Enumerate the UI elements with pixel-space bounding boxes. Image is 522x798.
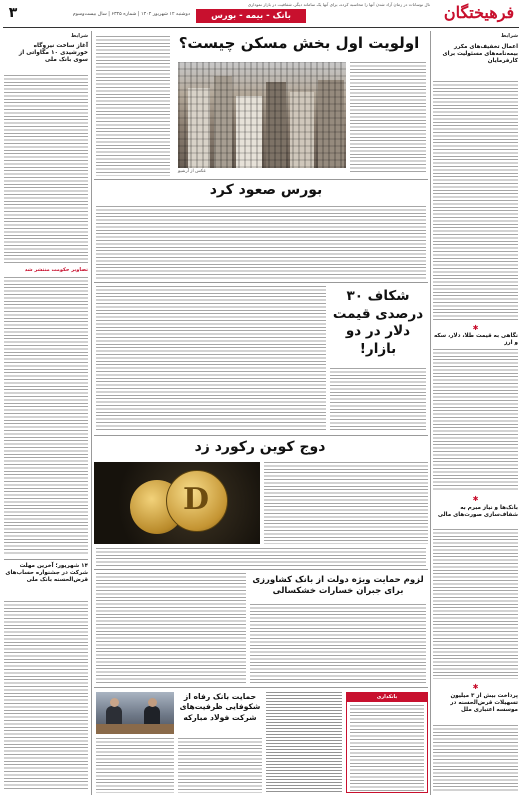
newspaper-logo: فرهیختگان	[443, 3, 515, 22]
section-rule	[94, 282, 428, 283]
dogecoin-text-right	[264, 462, 428, 544]
dollar-text-right	[330, 368, 426, 432]
bank-box-text	[350, 705, 424, 791]
right-body-text-2	[433, 349, 518, 491]
refah-text-left	[96, 738, 174, 793]
right-body-text-3	[433, 529, 518, 679]
section-banner: بانک - بیمه - بورس	[196, 9, 306, 23]
housing-photo	[178, 62, 346, 168]
section-rule	[94, 435, 428, 436]
housing-headline: اولویت اول بخش مسکن چیست؟	[178, 34, 420, 52]
housing-caption: عکس از آرشیو	[178, 169, 207, 174]
right-headline: اعمال تخفیف‌های مکرر بیمه‌نامه‌های مسئولیت برای کارفرمایان	[442, 44, 518, 64]
bottom-mid-text	[266, 692, 342, 793]
right-body-text-4	[433, 725, 518, 791]
dogecoin-photo	[94, 462, 260, 544]
left-column-rule	[91, 31, 92, 795]
agri-text-right	[250, 604, 426, 684]
star-icon: ✱	[472, 324, 479, 332]
star-icon: ✱	[472, 495, 479, 503]
star-icon: ✱	[472, 683, 479, 691]
header-rule	[3, 27, 519, 28]
left-divider	[4, 559, 88, 560]
right-story4-headline: پرداخت بیش از ۳ میلیون تسهیلات قرض‌الحسنه در موسسه اعتباری ملل	[450, 693, 518, 713]
window-grid	[178, 62, 346, 168]
dollar-headline: شکاف ۳۰ درصدی قیمت دلار در دو بازار!	[332, 288, 424, 357]
agri-text-left	[96, 573, 246, 683]
person-shape	[148, 698, 157, 707]
section-rule	[94, 569, 428, 570]
housing-text-right	[350, 62, 426, 174]
bank-box-tag: بانکداری	[347, 693, 427, 702]
person-shape	[110, 698, 119, 707]
left-column	[4, 31, 88, 795]
left-bottom-headline: ۱۴ شهریور؛ آخرین مهلت شرکت در جشنواره حساب‌های قرض‌الحسنه بانک ملی	[5, 563, 88, 583]
coin-letter: D	[182, 482, 209, 517]
table-shape	[96, 724, 174, 734]
refah-photo	[96, 692, 174, 734]
dollar-text-left	[96, 286, 326, 432]
bourse-text	[96, 206, 426, 280]
right-column	[433, 31, 518, 795]
issue-info: دوشنبه ۱۲ شهریور ۱۴۰۲ | شماره ۶۳۴۵ | سال بیست‌وسوم	[72, 12, 190, 17]
right-body-text	[433, 81, 518, 321]
dogecoin-text-bottom	[96, 548, 426, 566]
refah-headline: حمایت بانک رفاه از شکوفایی ظرفیت‌های شرکت فولاد مبارکه	[179, 692, 261, 722]
bourse-headline: بورس صعود کرد	[209, 182, 323, 198]
right-story3-headline: بانک‌ها و نیاز مبرم به شفاف‌سازی صورت‌های مالی	[437, 505, 518, 518]
right-column-rule	[430, 31, 431, 795]
housing-text-left	[96, 36, 170, 176]
right-section-tag: شرایط	[501, 33, 518, 39]
left-body-text-3	[4, 601, 88, 791]
left-headline: آغاز ساخت نیروگاه خورشیدی ۱۰ مگاواتی از سوی بانک ملی	[18, 43, 88, 64]
left-sub-tag: تصاویر حکومت منتشر شد	[24, 267, 88, 273]
section-rule	[94, 687, 428, 688]
refah-text-right	[178, 738, 262, 793]
bank-box	[346, 692, 428, 793]
agri-headline: لزوم حمایت ویژه دولت از بانک کشاورزی برای جبران خسارات خشکسالی	[252, 575, 424, 597]
dogecoin-headline: دوج کوین رکورد زد	[194, 439, 326, 455]
header-tagline: نال نوسانات در زمان آزاد شدن آنها را محاسبه کرده، برای آنها یک سامانه دیگر، شفافیت در بازار نموداری	[247, 2, 430, 7]
section-rule	[94, 179, 428, 180]
left-body-text-2	[4, 277, 88, 555]
left-section-tag: شرایط	[71, 33, 88, 39]
right-story2-headline: نگاهی به قیمت طلا، دلار، سکه و ارز	[433, 333, 518, 346]
left-body-text	[4, 75, 88, 263]
page-number: ۳	[8, 5, 18, 21]
